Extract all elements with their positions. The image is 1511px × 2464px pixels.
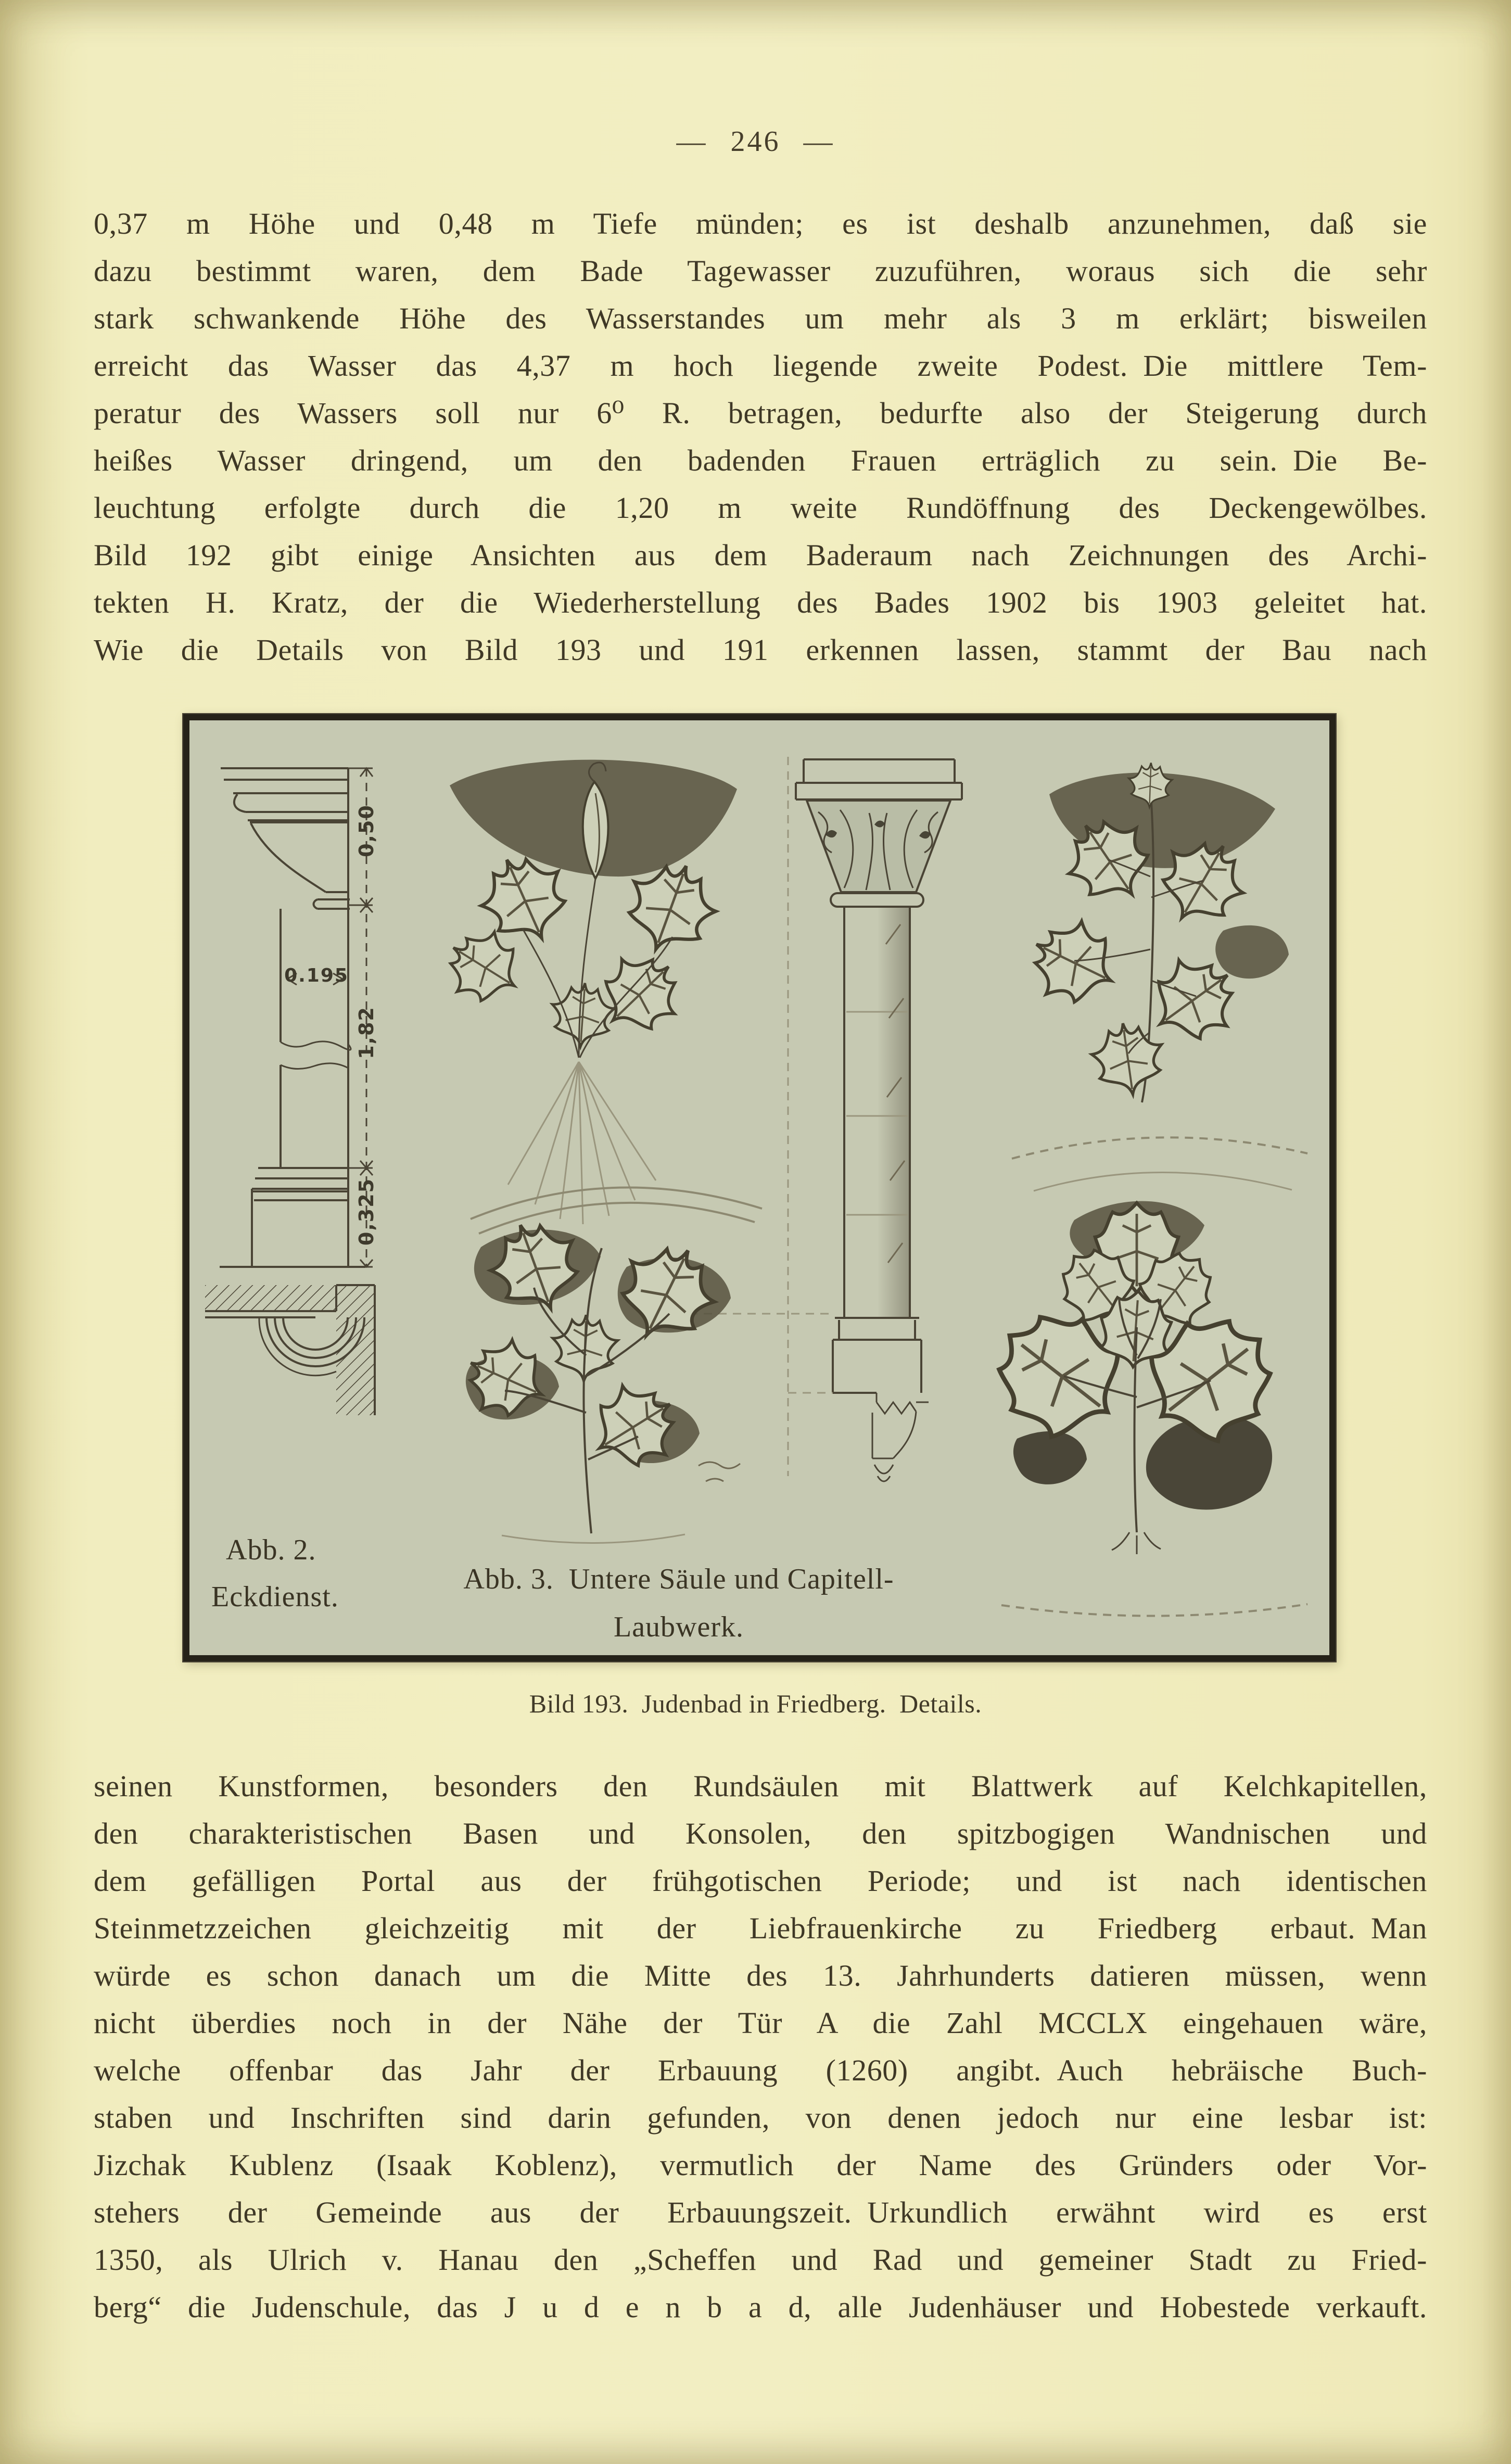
figure-bild-193: [183, 714, 1336, 1661]
text-line: stehers der Gemeinde aus der Erbauungszeit. Urkundlich erwähnt wird es erst: [94, 2195, 1427, 2229]
text-line: seinen Kunstformen, besonders den Rundsäulen mit Blattwerk auf Kelchkapitellen,: [94, 1769, 1427, 1803]
text-line: welche offenbar das Jahr der Erbauung (1260) angibt. Auch hebräische Buch-: [94, 2053, 1427, 2087]
text-line: erreicht das Wasser das 4,37 m hoch liegende zweite Podest. Die mittlere Tem-: [94, 349, 1427, 383]
text-line: berg“ die Judenschule, das J u d e n b a d, alle Judenhäuser und Hobestede verkauft.: [94, 2290, 1427, 2324]
text-line: staben und Inschriften sind darin gefunden, von denen jedoch nur eine lesbar ist:: [94, 2101, 1427, 2135]
text-line: peratur des Wassers soll nur 6⁰ R. betragen, bedurfte also der Steigerung durch: [94, 396, 1427, 430]
label-abb2: Abb. 2.: [226, 1534, 316, 1566]
text-line: Wie die Details von Bild 193 und 191 erkennen lassen, stammt der Bau nach: [94, 633, 1427, 667]
dimension-base-height: 0,325: [355, 1177, 378, 1246]
relief-top-right: [1012, 762, 1307, 1159]
text-line: dem gefälligen Portal aus der frühgotischen Periode; und ist nach identischen: [94, 1864, 1427, 1898]
relief-top-center: [435, 760, 737, 1224]
relief-bottom-center: [455, 1188, 762, 1543]
text-line: leuchtung erfolgte durch die 1,20 m weite Rundöffnung des Deckengewölbes.: [94, 491, 1427, 525]
text-line: heißes Wasser dringend, um den badenden Frauen erträglich zu sein. Die Be-: [94, 443, 1427, 477]
text-line: tekten H. Kratz, der die Wiederherstellung des Bades 1902 bis 1903 geleitet hat.: [94, 586, 1427, 619]
text-line: Jizchak Kublenz (Isaak Koblenz), vermutlich der Name des Gründers oder Vor-: [94, 2148, 1427, 2182]
dimension-shaft-width: 0.195: [284, 965, 349, 986]
label-abb3: Abb. 3. Untere Säule und Capitell-: [463, 1563, 894, 1595]
label-abb3-laubwerk: Laubwerk.: [613, 1611, 744, 1643]
dimension-shaft-height: 1,82: [355, 1006, 378, 1059]
text-line: Steinmetzzeichen gleichzeitig mit der Liebfrauenkirche zu Friedberg erbaut. Man: [94, 1911, 1427, 1945]
text-line: nicht überdies noch in der Nähe der Tür A die Zahl MCCLX eingehauen wäre,: [94, 2006, 1427, 2040]
relief-bottom-right: [974, 1172, 1307, 1616]
label-abb2-eckdienst: Eckdienst.: [211, 1581, 339, 1613]
text-line: dazu bestimmt waren, dem Bade Tagewasser zuzuführen, woraus sich die sehr: [94, 254, 1427, 288]
dimension-capital-height: 0,50: [355, 804, 378, 857]
text-line: 1350, als Ulrich v. Hanau den „Scheffen und Rad und gemeiner Stadt zu Fried-: [94, 2243, 1427, 2277]
text-line: Bild 192 gibt einige Ansichten aus dem Baderaum nach Zeichnungen des Archi-: [94, 538, 1427, 572]
page-number: — 246 —: [676, 125, 835, 158]
figure-caption: Bild 193. Judenbad in Friedberg. Details.: [529, 1689, 982, 1718]
column-drawing: [689, 757, 962, 1481]
eckdienst-plan: [205, 1285, 375, 1415]
text-line: stark schwankende Höhe des Wasserstandes um mehr als 3 m erklärt; bisweilen: [94, 301, 1427, 335]
paragraph-top: [94, 200, 1427, 674]
text-line: 0,37 m Höhe und 0,48 m Tiefe münden; es ist deshalb anzunehmen, daß sie: [94, 207, 1427, 240]
eckdienst-elevation: [220, 768, 373, 1267]
text-line: würde es schon danach um die Mitte des 13. Jahrhunderts datieren müssen, wenn: [94, 1959, 1427, 1992]
paragraph-bottom: [94, 1762, 1427, 2331]
text-line: den charakteristischen Basen und Konsolen, den spitzbogigen Wandnischen und: [94, 1817, 1427, 1850]
